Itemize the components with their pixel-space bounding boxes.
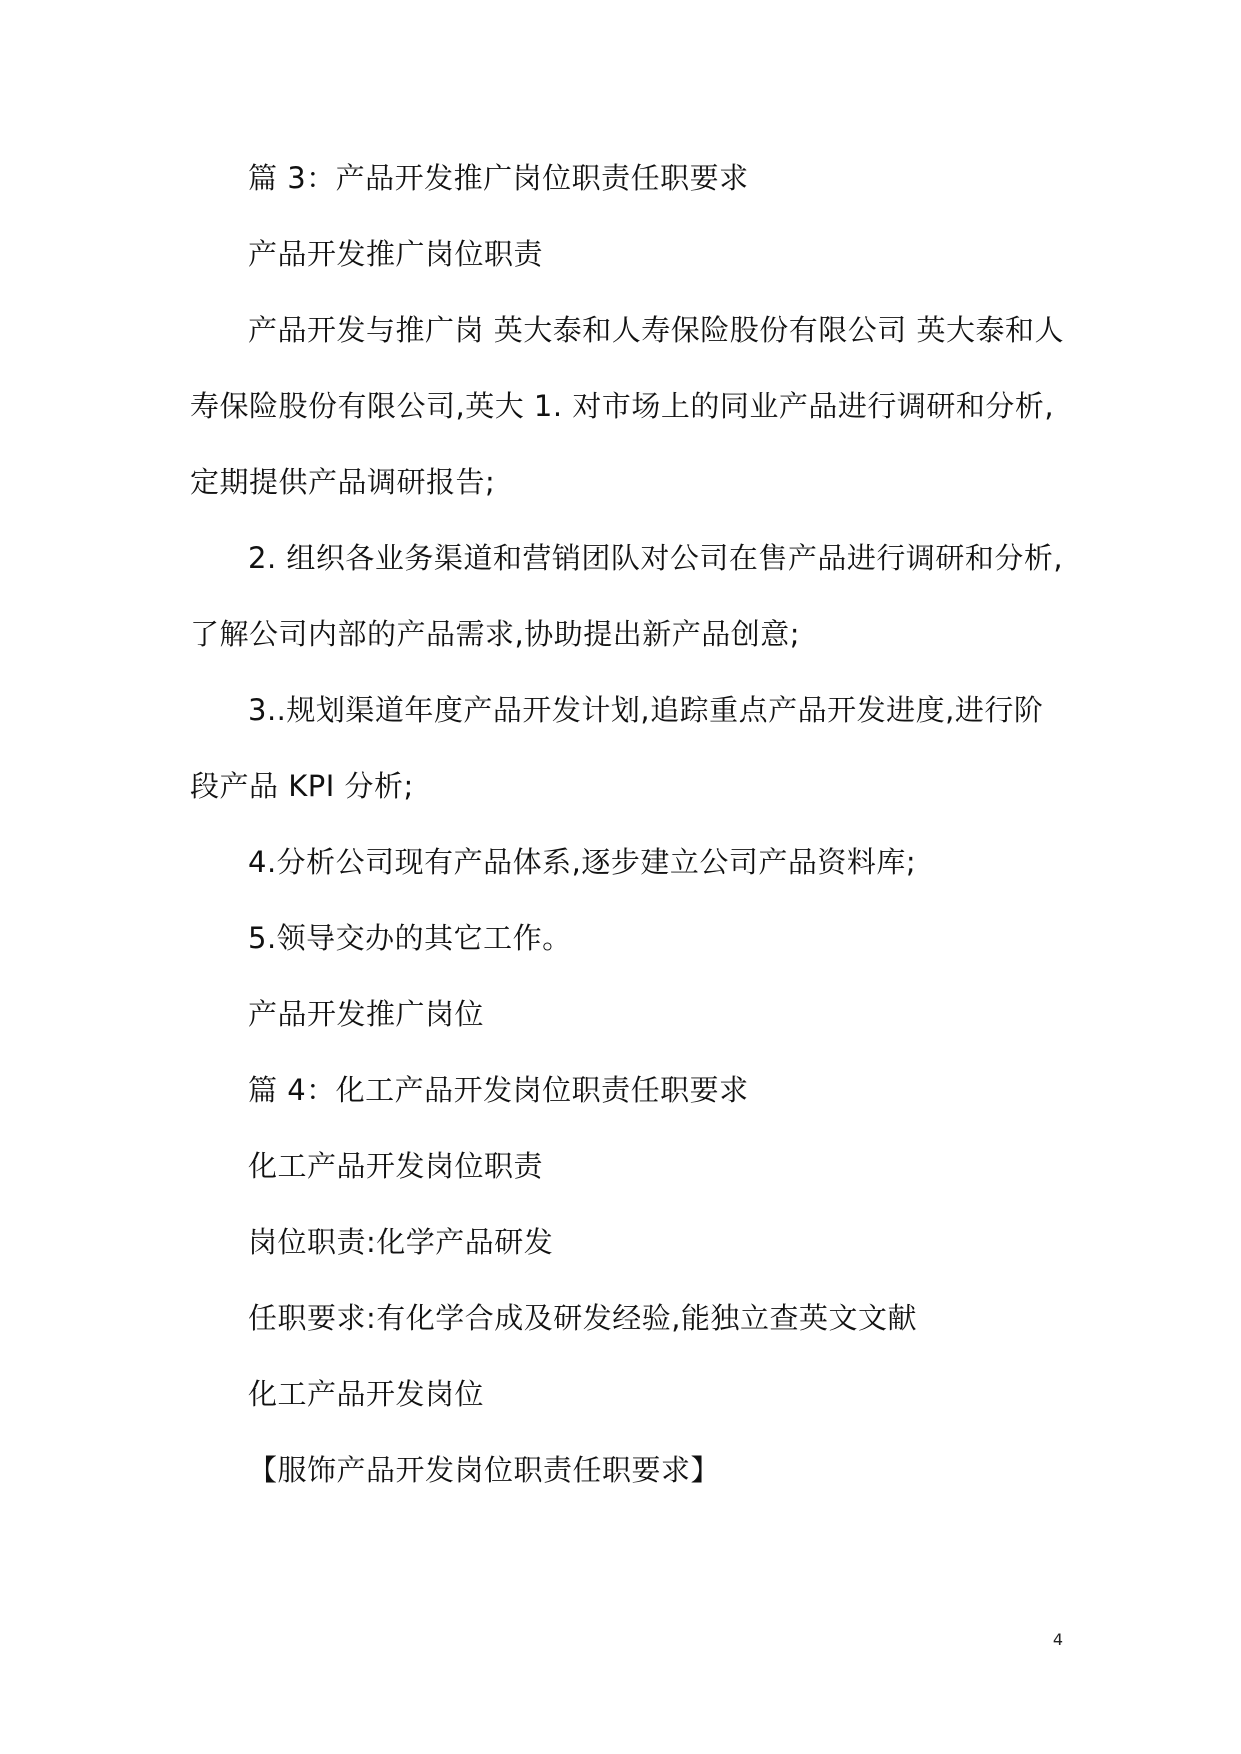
duty-item-2: 2. 组织各业务渠道和营销团队对公司在售产品进行调研和分析,了解公司内部的产品需求,协助提出新产品创意; [190,541,1064,651]
duty-item-4: 4.分析公司现有产品体系,逐步建立公司产品资料库; [248,845,917,879]
section-4-subtitle: 化工产品开发岗位职责 [248,1149,544,1183]
section-4-heading: 篇 4：化工产品开发岗位职责任职要求 [248,1073,749,1107]
document-body [190,140,1065,1508]
page-number: 4 [1052,1630,1063,1649]
section-3-subtitle: 产品开发推广岗位职责 [248,237,544,271]
section-4-requirements: 任职要求:有化学合成及研发经验,能独立查英文文献 [248,1301,917,1335]
duty-item-5: 5.领导交办的其它工作。 [248,921,572,955]
section-4-duties: 岗位职责:化学产品研发 [248,1225,554,1259]
section-3-heading: 篇 3：产品开发推广岗位职责任职要求 [248,161,749,195]
section-3-intro: 产品开发与推广岗 英大泰和人寿保险股份有限公司 英大泰和人寿保险股份有限公司,英大 1. 对市场上的同业产品进行调研和分析,定期提供产品调研报告; [190,313,1064,499]
next-section-heading: 【服饰产品开发岗位职责任职要求】 [248,1453,721,1487]
duty-item-3: 3..规划渠道年度产品开发计划,追踪重点产品开发进度,进行阶段产品 KPI 分析; [190,693,1044,803]
section-3-footer: 产品开发推广岗位 [248,997,485,1031]
section-4-footer: 化工产品开发岗位 [248,1377,485,1411]
